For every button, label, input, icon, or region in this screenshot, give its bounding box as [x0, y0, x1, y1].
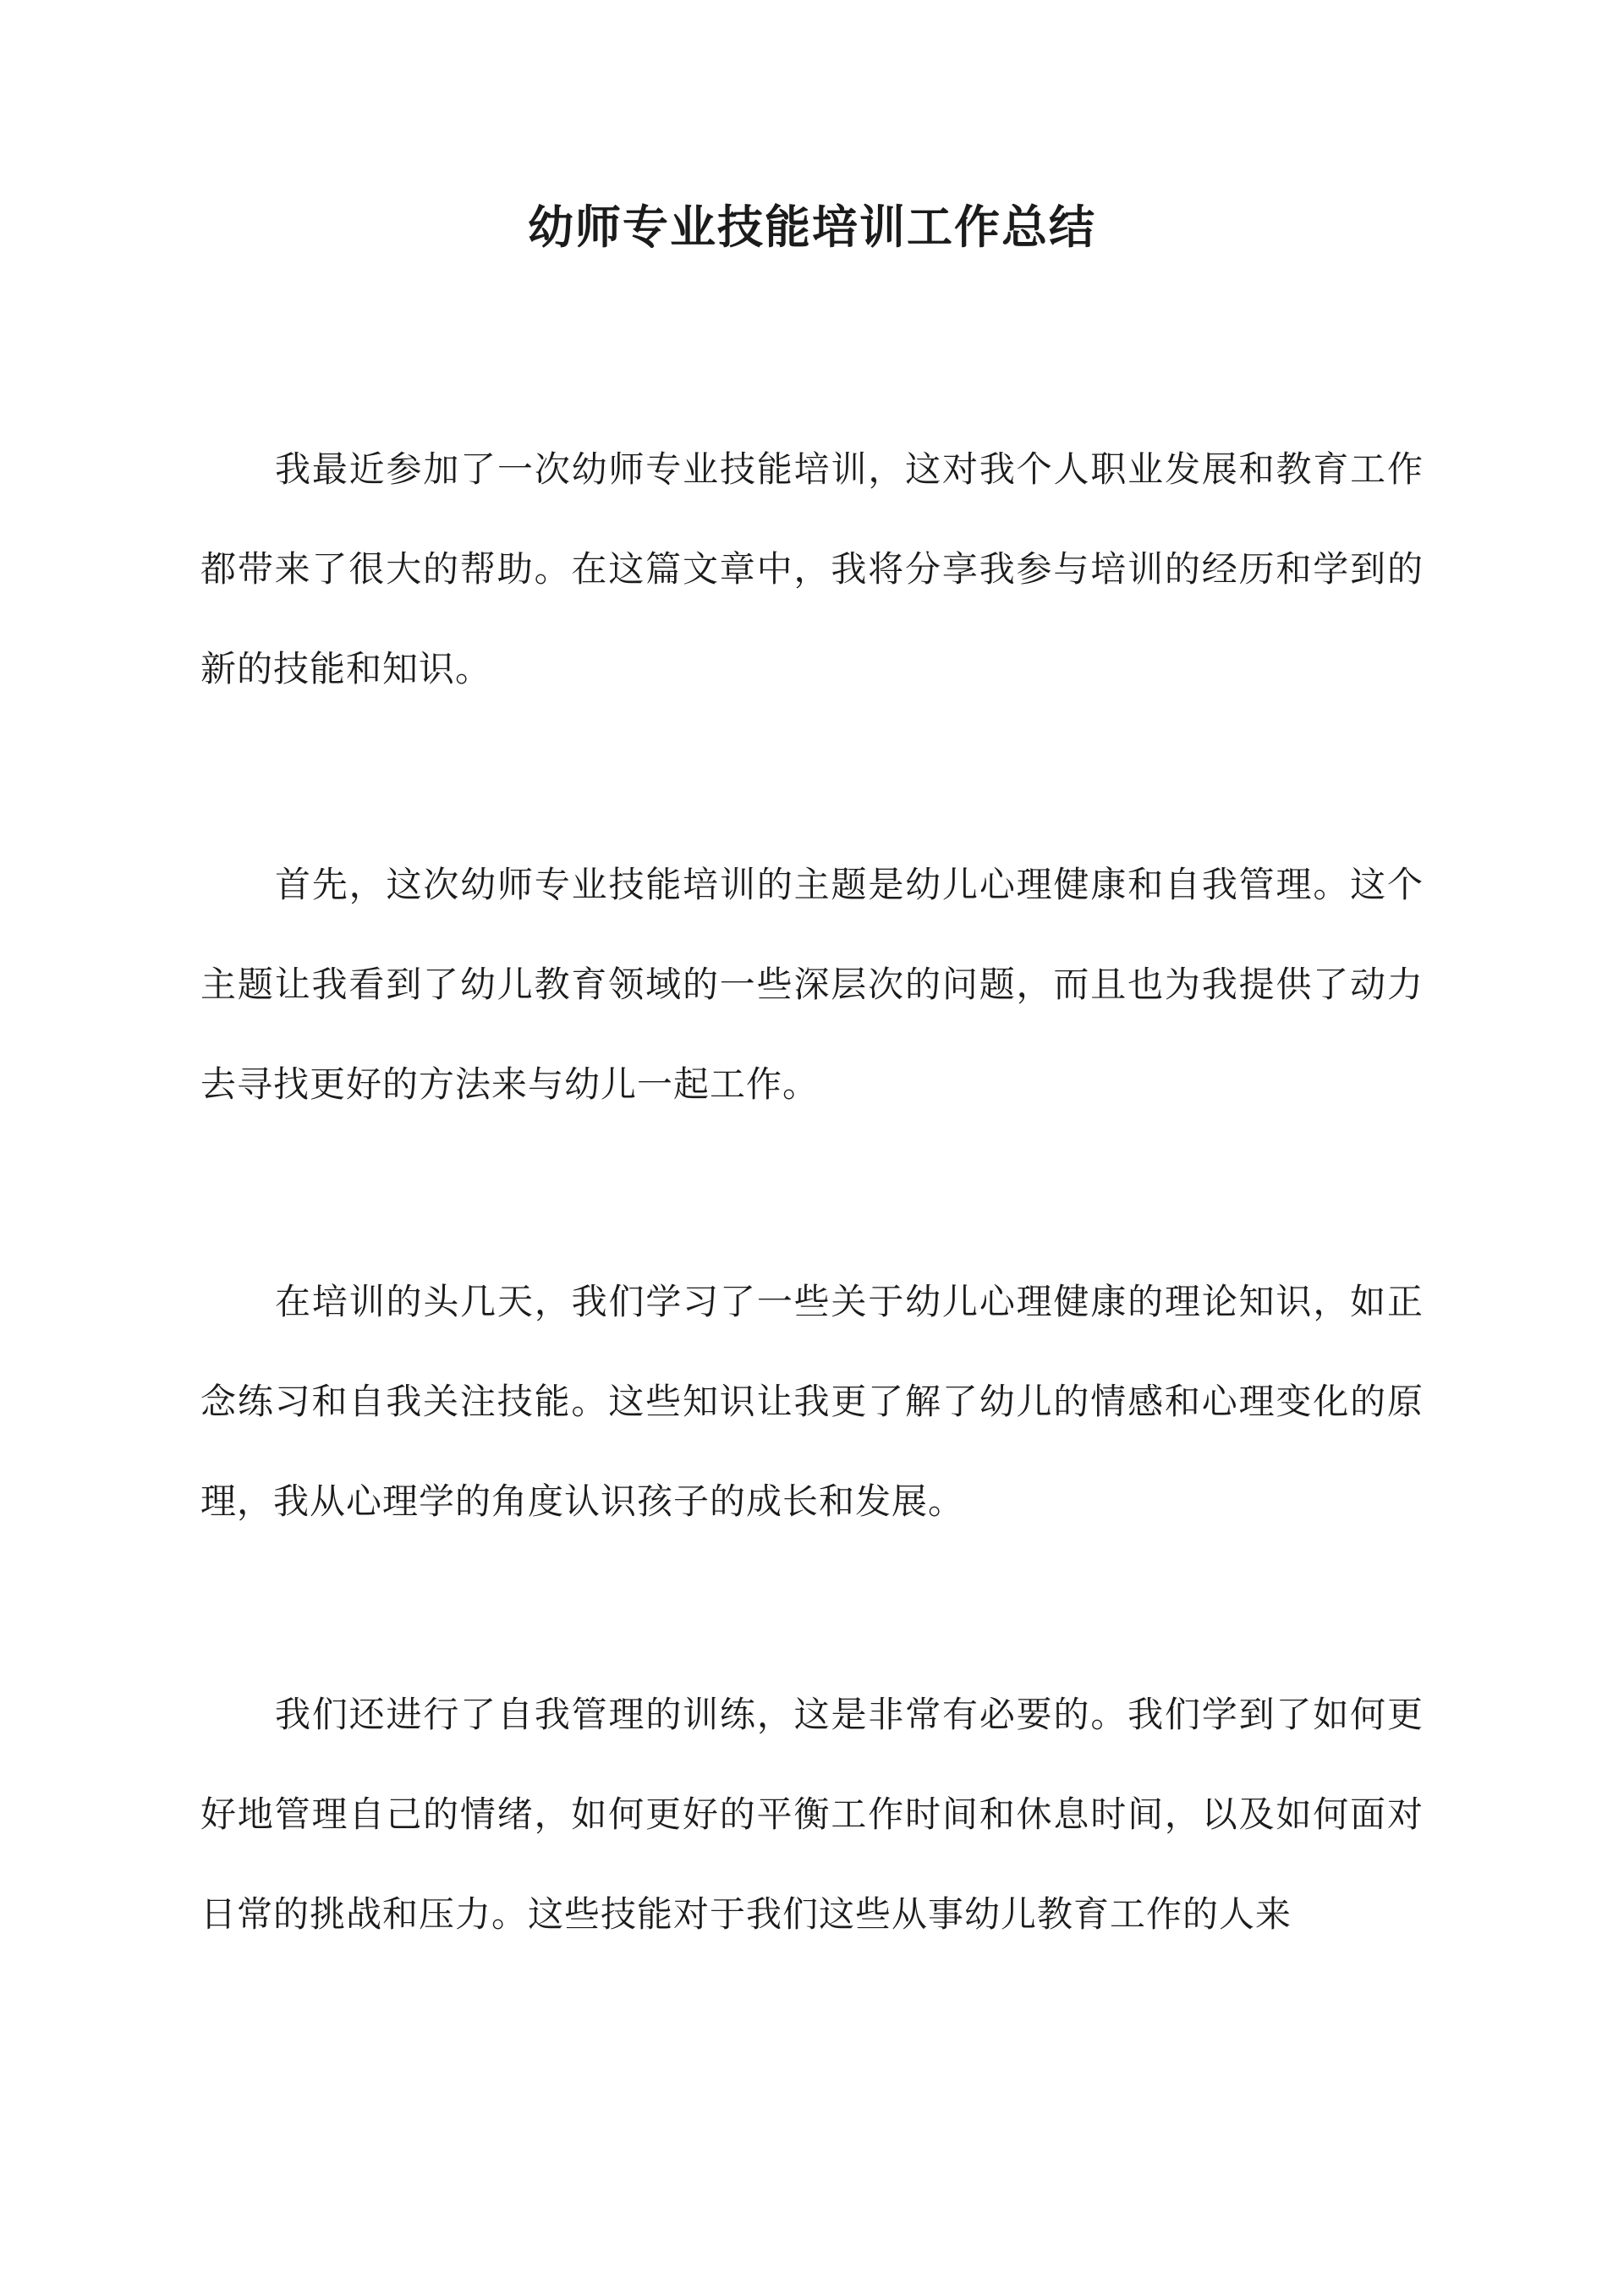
- paragraph-3: 在培训的头几天，我们学习了一些关于幼儿心理健康的理论知识，如正念练习和自我关注技能。这些知识让我更了解了幼儿的情感和心理变化的原理，我从心理学的角度认识孩子的成长和发展。: [200, 1281, 1424, 1522]
- page-title: 幼师专业技能培训工作总结: [528, 200, 1096, 254]
- paragraph-2: 首先，这次幼师专业技能培训的主题是幼儿心理健康和自我管理。这个主题让我看到了幼儿教育领域的一些深层次的问题，而且也为我提供了动力去寻找更好的方法来与幼儿一起工作。: [200, 864, 1424, 1105]
- paragraph-4: 我们还进行了自我管理的训练，这是非常有必要的。我们学到了如何更好地管理自己的情绪，如何更好的平衡工作时间和休息时间，以及如何面对日常的挑战和压力。这些技能对于我们这些从事幼儿教育工作的人来: [200, 1694, 1424, 1935]
- paragraph-1: 我最近参加了一次幼师专业技能培训，这对我个人职业发展和教育工作都带来了很大的帮助。在这篇文章中，我将分享我参与培训的经历和学到的新的技能和知识。: [200, 448, 1424, 689]
